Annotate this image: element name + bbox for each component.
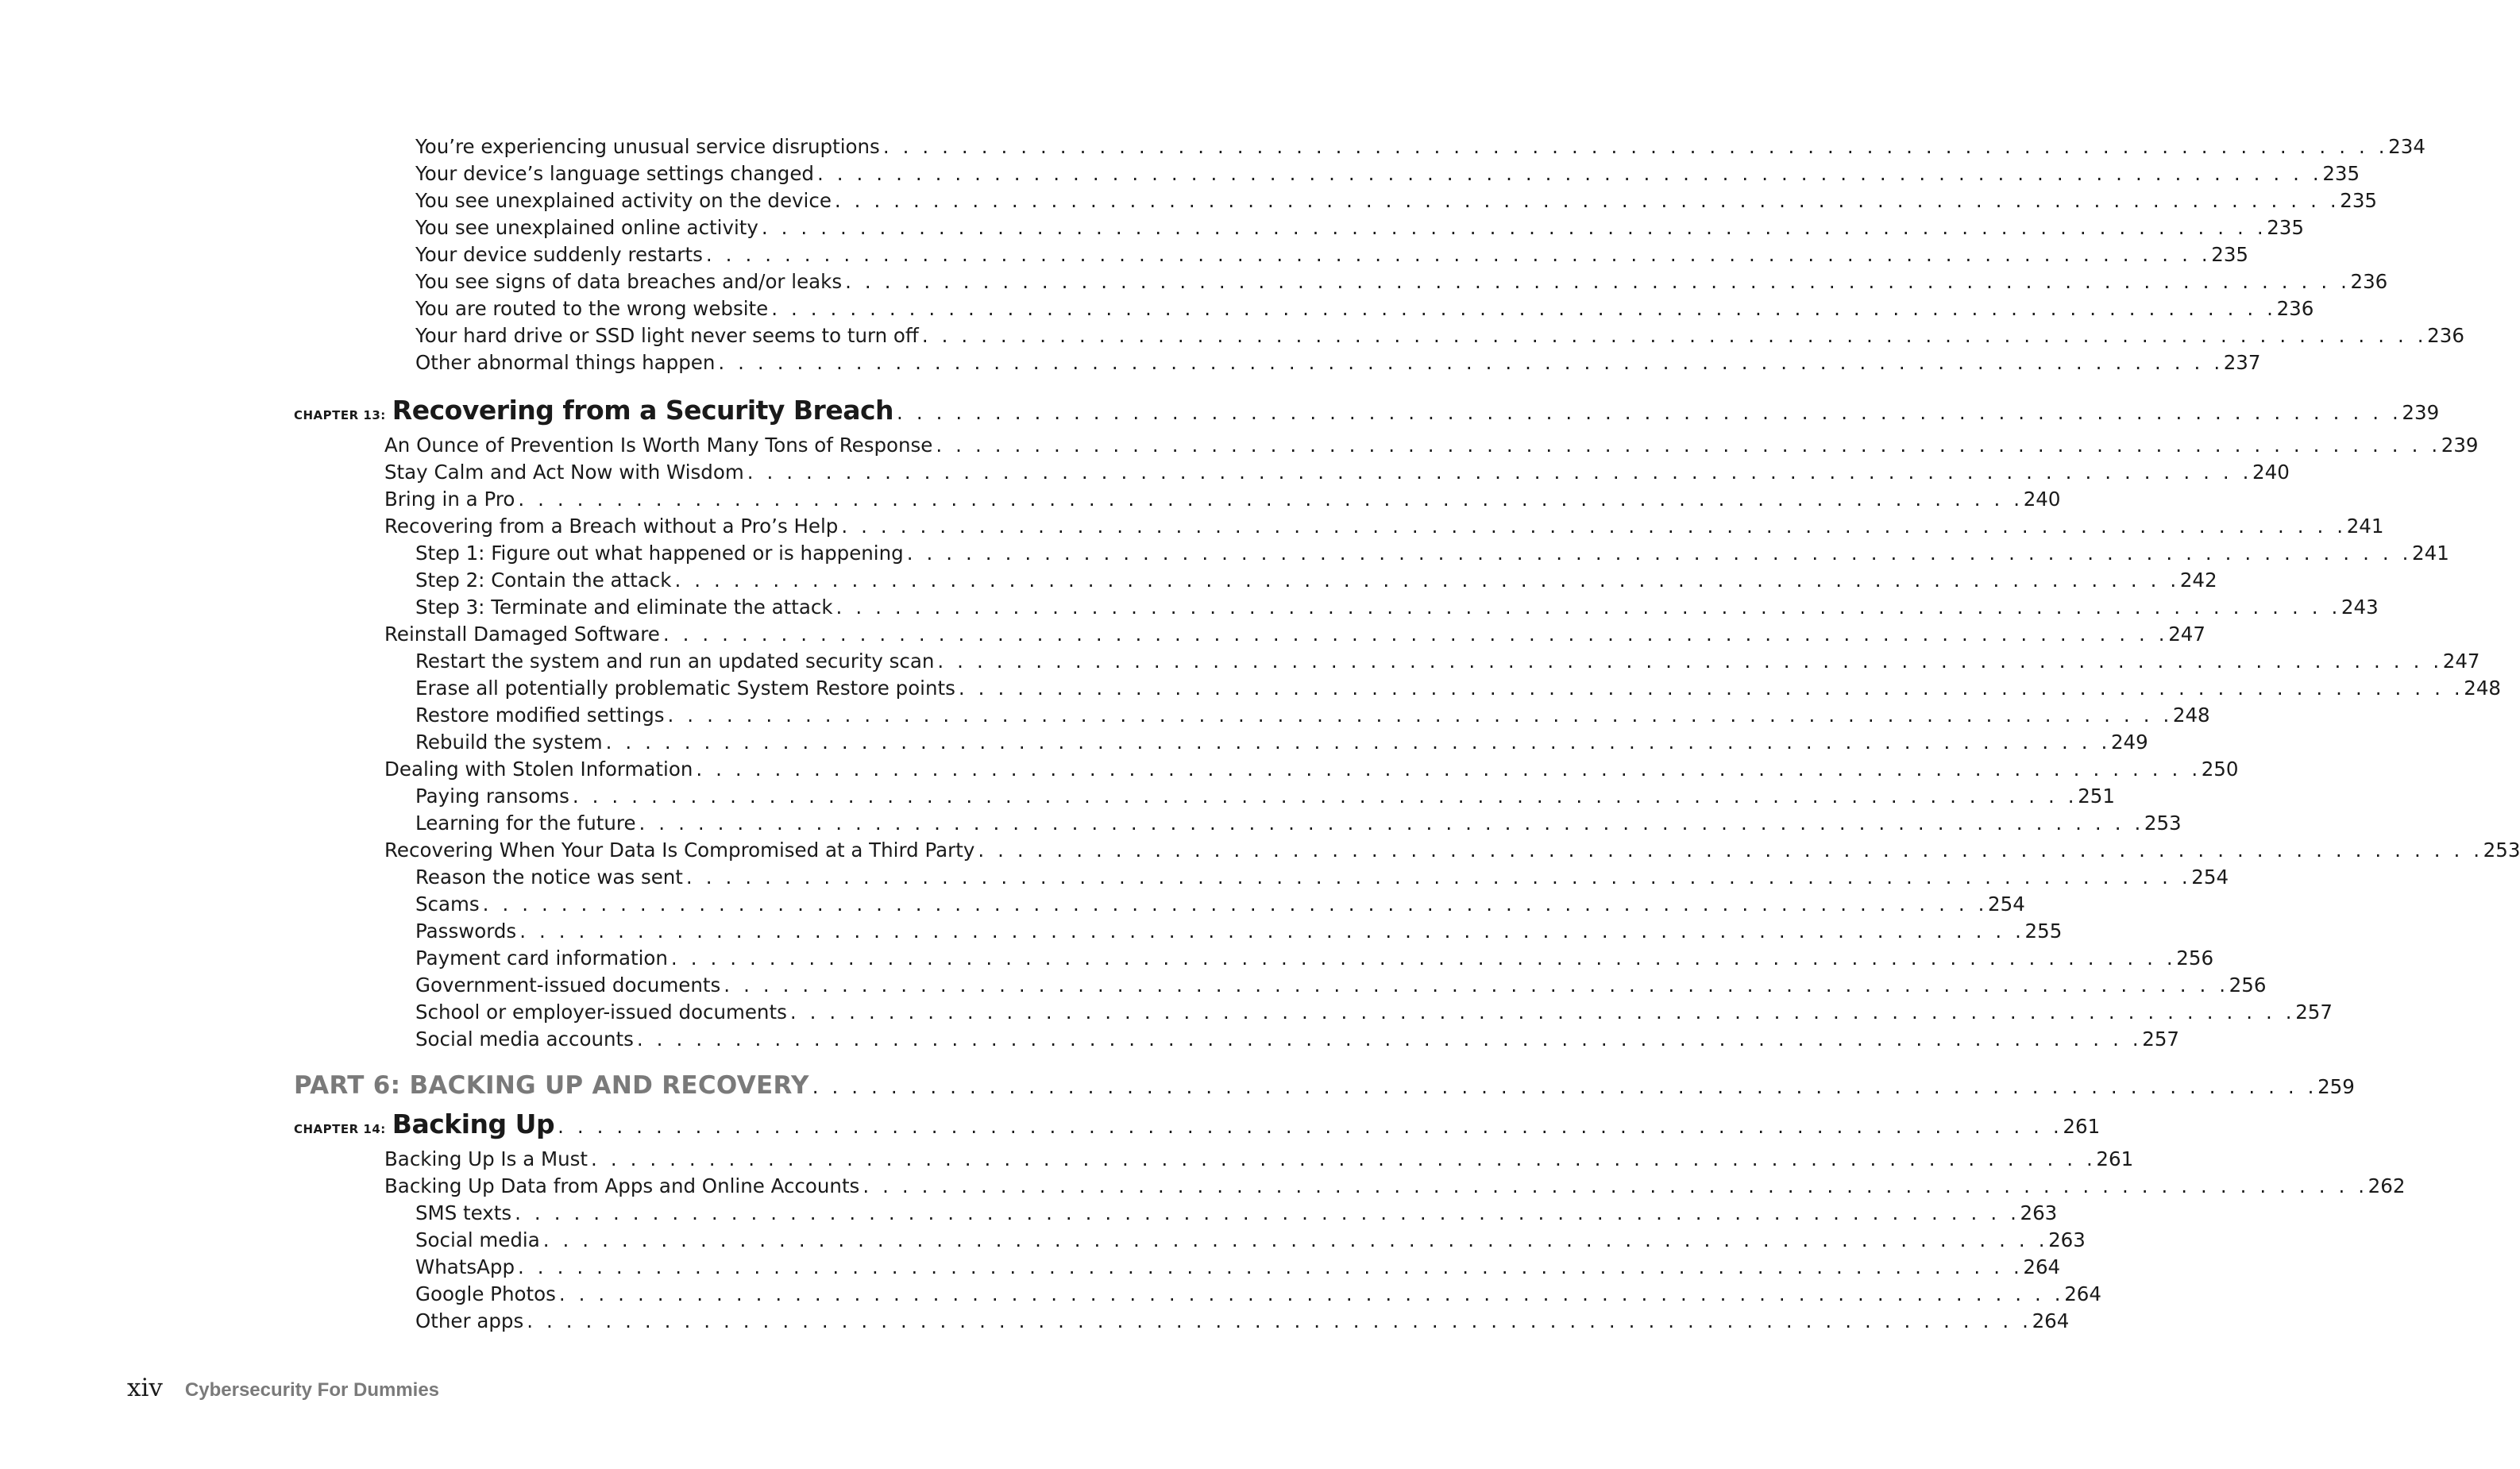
page-number: 257 xyxy=(2142,1028,2180,1051)
dot-leader: . . . . . . . . . . . . . . . . . . . . . . . . . . . . . . . . . . . . . . . . . . . . . . . . . . . . . . . . . . . . . . . . . . . . . . . . . . . . . xyxy=(816,162,2323,185)
page-number: 248 xyxy=(2464,677,2501,700)
page-footer xyxy=(127,1374,439,1402)
page-number: 259 xyxy=(2317,1075,2355,1098)
page-number: 239 xyxy=(2441,434,2479,457)
toc-section-entry xyxy=(384,434,2479,457)
toc-section-entry xyxy=(384,839,2520,862)
dot-leader: . . . . . . . . . . . . . . . . . . . . . . . . . . . . . . . . . . . . . . . . . . . . . . . . . . . . . . . . . . . . . . . . . . . . . . . . . . . . . xyxy=(605,731,2111,754)
page-number: 264 xyxy=(2064,1282,2101,1305)
dot-leader: . . . . . . . . . . . . . . . . . . . . . . . . . . . . . . . . . . . . . . . . . . . . . . . . . . . . . . . . . . . . . . . . . . . . . . . . . . . . . xyxy=(835,596,2341,619)
toc-subsection-entry xyxy=(415,189,2378,212)
toc-subsection-entry xyxy=(415,650,2480,673)
dot-leader: . . . . . . . . . . . . . . . . . . . . . . . . . . . . . . . . . . . . . . . . . . . . . . . . . . . . . . . . . . . . . . . . . . . . . . . . . . . . . xyxy=(718,351,2224,374)
toc-subsection-entry xyxy=(415,731,2148,754)
toc-subsection-entry xyxy=(415,162,2360,185)
dot-leader: . . . . . . . . . . . . . . . . . . . . . . . . . . . . . . . . . . . . . . . . . . . . . . . . . . . . . . . . . . . . . . . . . . . . . . . . . . . . . xyxy=(958,677,2464,700)
toc-subsection-entry xyxy=(415,135,2425,158)
dot-leader: . . . . . . . . . . . . . . . . . . . . . . . . . . . . . . . . . . . . . . . . . . . . . . . . . . . . . . . . . . . . . . . . . . . . . . . . . . . . . xyxy=(685,866,2192,889)
page-number: 249 xyxy=(2110,731,2148,754)
toc-subsection-entry xyxy=(415,947,2214,970)
entry-title: You see unexplained online activity xyxy=(415,216,758,239)
dot-leader: . . . . . . . . . . . . . . . . . . . . . . . . . . . . . . . . . . . . . . . . . . . . . . . . . . . . . . . . . . . . . . . . . . . . . . . . . . . . . xyxy=(936,434,2441,457)
page-number: 236 xyxy=(2276,297,2314,320)
toc-subsection-entry xyxy=(415,297,2314,320)
entry-title: Dealing with Stolen Information xyxy=(384,758,693,781)
entry-title: Other apps xyxy=(415,1309,524,1332)
entry-title: Paying ransoms xyxy=(415,785,569,808)
page-number: 253 xyxy=(2483,839,2520,862)
page-number: 254 xyxy=(1988,893,2025,916)
entry-title: PART 6: BACKING UP AND RECOVERY xyxy=(294,1071,809,1100)
toc-section-entry xyxy=(384,623,2205,646)
toc-section-entry xyxy=(384,1147,2134,1170)
dot-leader: . . . . . . . . . . . . . . . . . . . . . . . . . . . . . . . . . . . . . . . . . . . . . . . . . . . . . . . . . . . . . . . . . . . . . . . . . . . . . xyxy=(662,623,2169,646)
toc-part-heading xyxy=(294,1071,2355,1100)
entry-title: Backing Up Is a Must xyxy=(384,1147,589,1170)
toc-subsection-entry xyxy=(415,542,2449,565)
page-number: 247 xyxy=(2442,650,2480,673)
toc-section-entry xyxy=(384,461,2290,484)
toc-subsection-entry xyxy=(415,216,2304,239)
page-number: 253 xyxy=(2144,812,2182,835)
page-number: 235 xyxy=(2211,243,2248,266)
dot-leader: . . . . . . . . . . . . . . . . . . . . . . . . . . . . . . . . . . . . . . . . . . . . . . . . . . . . . . . . . . . . . . . . . . . . . . . . . . . . . xyxy=(771,297,2277,320)
dot-leader: . . . . . . . . . . . . . . . . . . . . . . . . . . . . . . . . . . . . . . . . . . . . . . . . . . . . . . . . . . . . . . . . . . . . . . . . . . . . . xyxy=(863,1174,2368,1197)
dot-leader: . . . . . . . . . . . . . . . . . . . . . . . . . . . . . . . . . . . . . . . . . . . . . . . . . . . . . . . . . . . . . . . . . . . . . . . . . . . . . xyxy=(834,189,2341,212)
toc-subsection-entry xyxy=(415,893,2025,916)
entry-title: Your device’s language settings changed xyxy=(415,162,814,185)
entry-title: Backing Up Data from Apps and Online Accounts xyxy=(384,1174,860,1197)
toc-subsection-entry xyxy=(415,974,2267,997)
page-number: 254 xyxy=(2191,866,2229,889)
entry-title: You see signs of data breaches and/or leaks xyxy=(415,270,843,293)
entry-title: School or employer-issued documents xyxy=(415,1001,787,1024)
entry-title: Erase all potentially problematic System Restore points xyxy=(415,677,955,700)
dot-leader: . . . . . . . . . . . . . . . . . . . . . . . . . . . . . . . . . . . . . . . . . . . . . . . . . . . . . . . . . . . . . . . . . . . . . . . . . . . . . xyxy=(724,974,2229,997)
page-number: 239 xyxy=(2402,401,2440,424)
entry-title: You see unexplained activity on the device xyxy=(415,189,832,212)
page-number: 237 xyxy=(2223,351,2261,374)
entry-title: Your hard drive or SSD light never seems to turn off xyxy=(415,324,919,347)
toc-section-entry xyxy=(384,488,2061,511)
entry-title: Government-issued documents xyxy=(415,974,721,997)
dot-leader: . . . . . . . . . . . . . . . . . . . . . . . . . . . . . . . . . . . . . . . . . . . . . . . . . . . . . . . . . . . . . . . . . . . . . . . . . . . . . xyxy=(841,515,2347,538)
dot-leader: . . . . . . . . . . . . . . . . . . . . . . . . . . . . . . . . . . . . . . . . . . . . . . . . . . . . . . . . . . . . . . . . . . . . . . . . . . . . . xyxy=(789,1001,2296,1024)
page-number: 235 xyxy=(2322,162,2360,185)
page-number: 261 xyxy=(2063,1115,2101,1138)
entry-title: Recovering from a Breach without a Pro’s Help xyxy=(384,515,839,538)
dot-leader: . . . . . . . . . . . . . . . . . . . . . . . . . . . . . . . . . . . . . . . . . . . . . . . . . . . . . . . . . . . . . . . . . . . . . . . . . . . . . xyxy=(518,1255,2024,1278)
entry-title: Passwords xyxy=(415,920,517,943)
page-number: 236 xyxy=(2350,270,2388,293)
toc-subsection-entry xyxy=(415,677,2501,700)
toc-subsection-entry xyxy=(415,704,2210,727)
entry-title: Scams xyxy=(415,893,480,916)
page-number: 261 xyxy=(2096,1147,2134,1170)
page-number: 241 xyxy=(2412,542,2449,565)
entry-title: Learning for the future xyxy=(415,812,636,835)
dot-leader: . . . . . . . . . . . . . . . . . . . . . . . . . . . . . . . . . . . . . . . . . . . . . . . . . . . . . . . . . . . . . . . . . . . . . . . . . . . . . xyxy=(674,569,2180,592)
dot-leader: . . . . . . . . . . . . . . . . . . . . . . . . . . . . . . . . . . . . . . . . . . . . . . . . . . . . . . . . . . . . . . . . . . . . . . . . . . . . . xyxy=(897,401,2402,424)
dot-leader: . . . . . . . . . . . . . . . . . . . . . . . . . . . . . . . . . . . . . . . . . . . . . . . . . . . . . . . . . . . . . . . . . . . . . . . . . . . . . xyxy=(518,488,2024,511)
entry-title: Reinstall Damaged Software xyxy=(384,623,660,646)
entry-title: Payment card information xyxy=(415,947,668,970)
dot-leader: . . . . . . . . . . . . . . . . . . . . . . . . . . . . . . . . . . . . . . . . . . . . . . . . . . . . . . . . . . . . . . . . . . . . . . . . . . . . . xyxy=(636,1028,2143,1051)
entry-title: You’re experiencing unusual service disruptions xyxy=(415,135,880,158)
dot-leader: . . . . . . . . . . . . . . . . . . . . . . . . . . . . . . . . . . . . . . . . . . . . . . . . . . . . . . . . . . . . . . . . . . . . . . . . . . . . . xyxy=(812,1075,2318,1098)
page-number: 263 xyxy=(2020,1201,2058,1224)
toc-subsection-entry xyxy=(415,1255,2061,1278)
dot-leader: . . . . . . . . . . . . . . . . . . . . . . . . . . . . . . . . . . . . . . . . . . . . . . . . . . . . . . . . . . . . . . . . . . . . . . . . . . . . . xyxy=(921,324,2428,347)
entry-title: Restart the system and run an updated security scan xyxy=(415,650,935,673)
page-number: 250 xyxy=(2201,758,2239,781)
entry-title: Rebuild the system xyxy=(415,731,603,754)
entry-title: Stay Calm and Act Now with Wisdom xyxy=(384,461,744,484)
page-number: 256 xyxy=(2176,947,2214,970)
dot-leader: . . . . . . . . . . . . . . . . . . . . . . . . . . . . . . . . . . . . . . . . . . . . . . . . . . . . . . . . . . . . . . . . . . . . . . . . . . . . . xyxy=(542,1228,2049,1251)
page-number: 255 xyxy=(2024,920,2063,943)
dot-leader: . . . . . . . . . . . . . . . . . . . . . . . . . . . . . . . . . . . . . . . . . . . . . . . . . . . . . . . . . . . . . . . . . . . . . . . . . . . . . xyxy=(761,216,2267,239)
toc-chapter-heading xyxy=(294,395,2440,426)
running-book-title: Cybersecurity For Dummies xyxy=(184,1379,440,1401)
entry-title: You are routed to the wrong website xyxy=(415,297,769,320)
entry-title: Google Photos xyxy=(415,1282,556,1305)
entry-title: Recovering When Your Data Is Compromised at a Third Party xyxy=(384,839,975,862)
toc-subsection-entry xyxy=(415,785,2115,808)
page-number: 241 xyxy=(2346,515,2384,538)
toc-subsection-entry xyxy=(415,1228,2086,1251)
entry-title: Restore modified settings xyxy=(415,704,665,727)
dot-leader: . . . . . . . . . . . . . . . . . . . . . . . . . . . . . . . . . . . . . . . . . . . . . . . . . . . . . . . . . . . . . . . . . . . . . . . . . . . . . xyxy=(519,920,2025,943)
toc-subsection-entry xyxy=(415,270,2388,293)
page-number: 240 xyxy=(2252,461,2290,484)
page-number: 242 xyxy=(2179,569,2217,592)
chapter-label: CHAPTER 13: xyxy=(294,408,386,422)
dot-leader: . . . . . . . . . . . . . . . . . . . . . . . . . . . . . . . . . . . . . . . . . . . . . . . . . . . . . . . . . . . . . . . . . . . . . . . . . . . . . xyxy=(639,812,2144,835)
page-number: 235 xyxy=(2340,189,2378,212)
toc-subsection-entry xyxy=(415,596,2379,619)
dot-leader: . . . . . . . . . . . . . . . . . . . . . . . . . . . . . . . . . . . . . . . . . . . . . . . . . . . . . . . . . . . . . . . . . . . . . . . . . . . . . xyxy=(882,135,2389,158)
entry-title: WhatsApp xyxy=(415,1255,515,1278)
toc-subsection-entry xyxy=(415,812,2182,835)
toc-subsection-entry xyxy=(415,1201,2058,1224)
toc-section-entry xyxy=(384,515,2384,538)
dot-leader: . . . . . . . . . . . . . . . . . . . . . . . . . . . . . . . . . . . . . . . . . . . . . . . . . . . . . . . . . . . . . . . . . . . . . . . . . . . . . xyxy=(558,1282,2065,1305)
toc-subsection-entry xyxy=(415,1282,2101,1305)
entry-title: Your device suddenly restarts xyxy=(415,243,703,266)
dot-leader: . . . . . . . . . . . . . . . . . . . . . . . . . . . . . . . . . . . . . . . . . . . . . . . . . . . . . . . . . . . . . . . . . . . . . . . . . . . . . xyxy=(515,1201,2020,1224)
page-number: 257 xyxy=(2295,1001,2333,1024)
dot-leader: . . . . . . . . . . . . . . . . . . . . . . . . . . . . . . . . . . . . . . . . . . . . . . . . . . . . . . . . . . . . . . . . . . . . . . . . . . . . . xyxy=(747,461,2253,484)
toc-section-entry xyxy=(384,758,2239,781)
entry-title: Reason the notice was sent xyxy=(415,866,683,889)
dot-leader: . . . . . . . . . . . . . . . . . . . . . . . . . . . . . . . . . . . . . . . . . . . . . . . . . . . . . . . . . . . . . . . . . . . . . . . . . . . . . xyxy=(482,893,1989,916)
page-number: 251 xyxy=(2078,785,2115,808)
toc-section-entry xyxy=(384,1174,2406,1197)
toc-subsection-entry xyxy=(415,243,2248,266)
page-number: 236 xyxy=(2427,324,2464,347)
dot-leader: . . . . . . . . . . . . . . . . . . . . . . . . . . . . . . . . . . . . . . . . . . . . . . . . . . . . . . . . . . . . . . . . . . . . . . . . . . . . . xyxy=(696,758,2202,781)
toc-subsection-entry xyxy=(415,866,2229,889)
page-number: 247 xyxy=(2168,623,2205,646)
entry-title: Step 3: Terminate and eliminate the attack xyxy=(415,596,833,619)
page-number: 264 xyxy=(2023,1255,2061,1278)
page-number: 234 xyxy=(2388,135,2425,158)
toc-subsection-entry xyxy=(415,920,2063,943)
dot-leader: . . . . . . . . . . . . . . . . . . . . . . . . . . . . . . . . . . . . . . . . . . . . . . . . . . . . . . . . . . . . . . . . . . . . . . . . . . . . . xyxy=(705,243,2212,266)
entry-title: Social media xyxy=(415,1228,540,1251)
chapter-label: CHAPTER 14: xyxy=(294,1122,386,1136)
dot-leader: . . . . . . . . . . . . . . . . . . . . . . . . . . . . . . . . . . . . . . . . . . . . . . . . . . . . . . . . . . . . . . . . . . . . . . . . . . . . . xyxy=(978,839,2483,862)
page-number: 262 xyxy=(2368,1174,2406,1197)
page-number: 248 xyxy=(2172,704,2210,727)
dot-leader: . . . . . . . . . . . . . . . . . . . . . . . . . . . . . . . . . . . . . . . . . . . . . . . . . . . . . . . . . . . . . . . . . . . . . . . . . . . . . xyxy=(937,650,2443,673)
page-number: 263 xyxy=(2048,1228,2086,1251)
page-number: 243 xyxy=(2341,596,2379,619)
entry-title: Other abnormal things happen xyxy=(415,351,716,374)
entry-title: An Ounce of Prevention Is Worth Many Tons of Response xyxy=(384,434,933,457)
toc-subsection-entry xyxy=(415,324,2464,347)
entry-title: Step 2: Contain the attack xyxy=(415,569,672,592)
dot-leader: . . . . . . . . . . . . . . . . . . . . . . . . . . . . . . . . . . . . . . . . . . . . . . . . . . . . . . . . . . . . . . . . . . . . . . . . . . . . . xyxy=(906,542,2413,565)
page-number: 264 xyxy=(2032,1309,2070,1332)
dot-leader: . . . . . . . . . . . . . . . . . . . . . . . . . . . . . . . . . . . . . . . . . . . . . . . . . . . . . . . . . . . . . . . . . . . . . . . . . . . . . xyxy=(527,1309,2032,1332)
dot-leader: . . . . . . . . . . . . . . . . . . . . . . . . . . . . . . . . . . . . . . . . . . . . . . . . . . . . . . . . . . . . . . . . . . . . . . . . . . . . . xyxy=(845,270,2351,293)
entry-title: Recovering from a Security Breach xyxy=(392,395,894,426)
entry-title: Social media accounts xyxy=(415,1028,634,1051)
entry-title: Bring in a Pro xyxy=(384,488,515,511)
entry-title: Step 1: Figure out what happened or is happening xyxy=(415,542,904,565)
toc-chapter-heading xyxy=(294,1108,2101,1139)
toc-subsection-entry xyxy=(415,1028,2180,1051)
page-number: 240 xyxy=(2023,488,2061,511)
toc-subsection-entry xyxy=(415,569,2217,592)
page-number: 235 xyxy=(2267,216,2304,239)
entry-title: Backing Up xyxy=(392,1108,555,1139)
dot-leader: . . . . . . . . . . . . . . . . . . . . . . . . . . . . . . . . . . . . . . . . . . . . . . . . . . . . . . . . . . . . . . . . . . . . . . . . . . . . . xyxy=(558,1115,2063,1138)
page-number: 256 xyxy=(2229,974,2267,997)
dot-leader: . . . . . . . . . . . . . . . . . . . . . . . . . . . . . . . . . . . . . . . . . . . . . . . . . . . . . . . . . . . . . . . . . . . . . . . . . . . . . xyxy=(572,785,2078,808)
toc-subsection-entry xyxy=(415,1001,2333,1024)
dot-leader: . . . . . . . . . . . . . . . . . . . . . . . . . . . . . . . . . . . . . . . . . . . . . . . . . . . . . . . . . . . . . . . . . . . . . . . . . . . . . xyxy=(591,1147,2097,1170)
toc-subsection-entry xyxy=(415,1309,2070,1332)
dot-leader: . . . . . . . . . . . . . . . . . . . . . . . . . . . . . . . . . . . . . . . . . . . . . . . . . . . . . . . . . . . . . . . . . . . . . . . . . . . . . xyxy=(667,704,2173,727)
toc-subsection-entry xyxy=(415,351,2261,374)
page-folio: xiv xyxy=(127,1374,163,1402)
entry-title: SMS texts xyxy=(415,1201,512,1224)
dot-leader: . . . . . . . . . . . . . . . . . . . . . . . . . . . . . . . . . . . . . . . . . . . . . . . . . . . . . . . . . . . . . . . . . . . . . . . . . . . . . xyxy=(670,947,2177,970)
